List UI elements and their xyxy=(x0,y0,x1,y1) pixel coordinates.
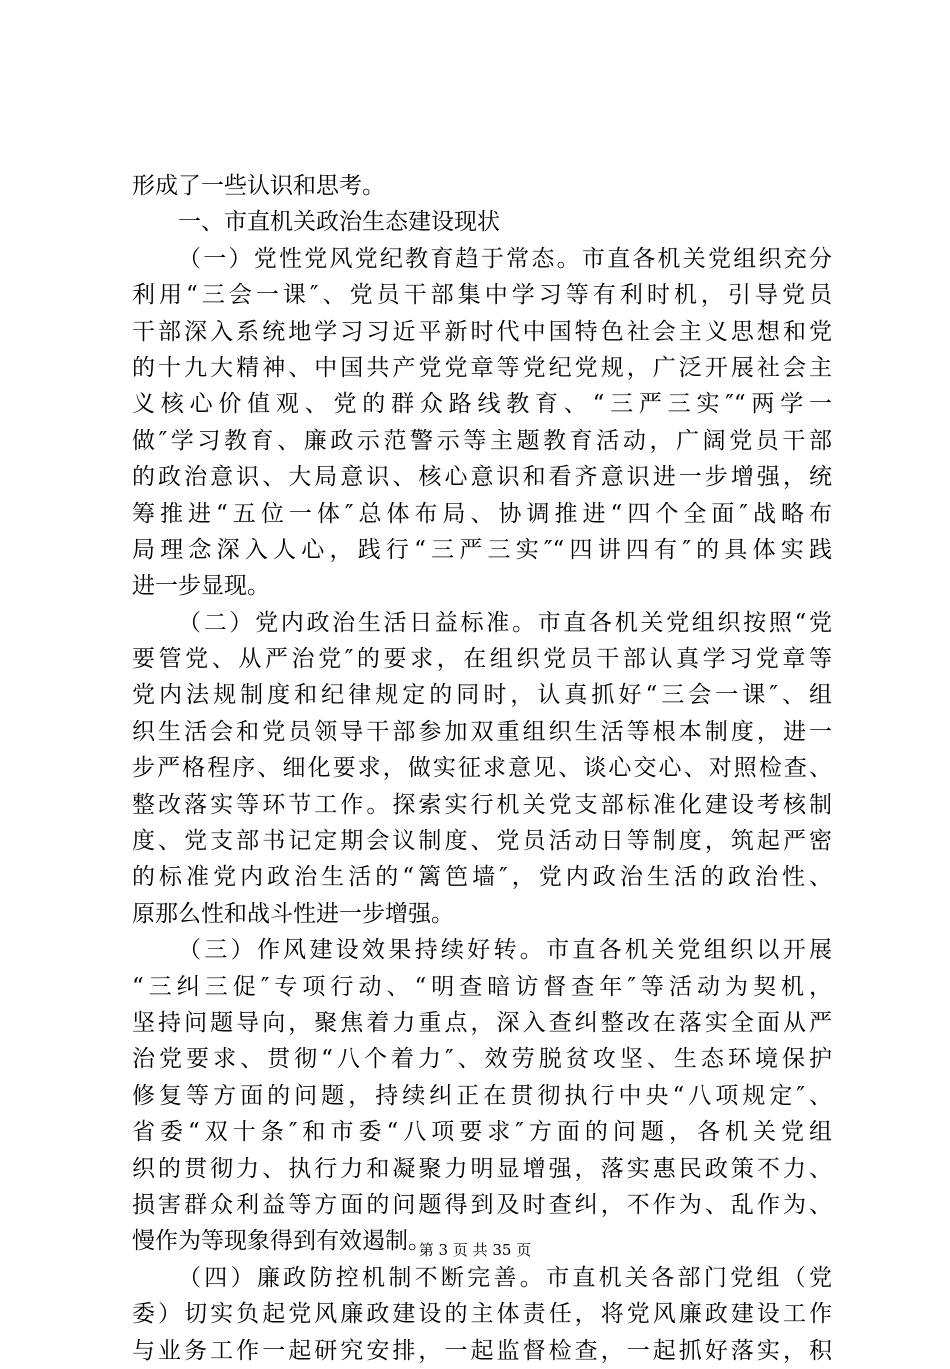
text-line: （四）廉政防控机制不断完善。市直机关各部门党组（党 xyxy=(178,1264,832,1291)
text-line: （三）作风建设效果持续好转。市直各机关党组织以开展 xyxy=(178,937,832,964)
text-line: 修复等方面的问题，持续纠正在贯彻执行中央“八项规定″、 xyxy=(132,1082,832,1109)
text-line: 慢作为等现象得到有效遏制。 xyxy=(132,1228,431,1255)
text-line: （一）党性党风党纪教育趋于常态。市直各机关党组织充分 xyxy=(178,245,832,272)
text-line: 的十九大精神、中国共产党党章等党纪党规，广泛开展社会主 xyxy=(132,354,832,381)
text-line: 省委“双十条″和市委“八项要求″方面的问题，各机关党组 xyxy=(132,1119,832,1146)
text-line: 形成了一些认识和思考。 xyxy=(132,173,385,199)
text-line: 织的贯彻力、执行力和凝聚力明显增强，落实惠民政策不力、 xyxy=(132,1155,832,1182)
text-line: 一、市直机关政治生态建设现状 xyxy=(178,209,500,236)
text-line: 要管党、从严治党″的要求，在组织党员干部认真学习党章等 xyxy=(132,646,832,673)
text-line: 的标准党内政治生活的“篱笆墙″，党内政治生活的政治性、 xyxy=(132,864,832,891)
page-footer xyxy=(0,1240,950,1260)
text-line: 筹推进“五位一体″总体布局、协调推进“四个全面″战略布 xyxy=(132,500,832,527)
text-line: 干部深入系统地学习习近平新时代中国特色社会主义思想和党 xyxy=(132,318,832,345)
text-line: 局理念深入人心，践行“三严三实″“四讲四有″的具体实践 xyxy=(132,536,832,563)
text-line: 利用“三会一课″、党员干部集中学习等有利时机，引导党员 xyxy=(132,282,832,309)
text-line: 损害群众利益等方面的问题得到及时查纠，不作为、乱作为、 xyxy=(132,1191,832,1218)
text-line: 坚持问题导向，聚焦着力重点，深入查纠整改在落实全面从严 xyxy=(132,1009,832,1036)
text-line: 进一步显现。 xyxy=(132,573,270,600)
text-line: 整改落实等环节工作。探索实行机关党支部标准化建设考核制 xyxy=(132,791,832,818)
text-line: 步严格程序、细化要求，做实征求意见、谈心交心、对照检查、 xyxy=(132,755,832,782)
text-line: 原那么性和战斗性进一步增强。 xyxy=(132,900,454,927)
page-number-label: 第 3 页 共 35 页 xyxy=(418,1241,532,1259)
document-body xyxy=(132,168,832,1369)
text-line: 织生活会和党员领导干部参加双重组织生活等根本制度，进一 xyxy=(132,718,832,745)
text-line: “三纠三促″专项行动、“明查暗访督查年″等活动为契机， xyxy=(132,973,832,1000)
text-line: 党内法规制度和纪律规定的同时，认真抓好“三会一课″、组 xyxy=(132,682,832,709)
text-line: 与业务工作一起研究安排，一起监督检查，一起抓好落实，积 xyxy=(132,1337,832,1364)
text-line: 的政治意识、大局意识、核心意识和看齐意识进一步增强，统 xyxy=(132,464,832,491)
text-line: （二）党内政治生活日益标准。市直各机关党组织按照“党 xyxy=(178,609,832,636)
text-line: 度、党支部书记定期会议制度、党员活动日等制度，筑起严密 xyxy=(132,828,832,855)
text-line: 做″学习教育、廉政示范警示等主题教育活动，广阔党员干部 xyxy=(132,427,832,454)
text-line: 治党要求、贯彻“八个着力″、效劳脱贫攻坚、生态环境保护 xyxy=(132,1046,832,1073)
text-line: 委）切实负起党风廉政建设的主体责任，将党风廉政建设工作 xyxy=(132,1301,832,1328)
text-line: 义核心价值观、党的群众路线教育、“三严三实″“两学一 xyxy=(132,391,832,418)
